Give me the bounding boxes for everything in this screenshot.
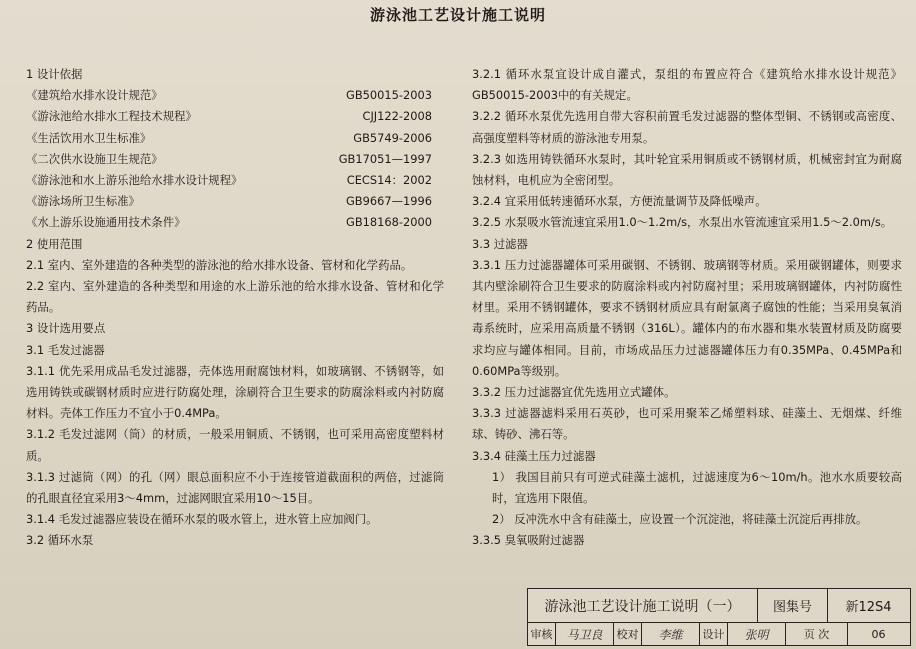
title-block-row (528, 623, 910, 645)
subsection-heading: 3.3.4 硅藻土压力过滤器 (472, 448, 596, 463)
subsection-heading: 3.3 过滤器 (472, 236, 528, 251)
list-item: 1） 我国目前只有可逆式硅藻土滤机，过滤速度为6～10m/h。池水水质要较高时，宜选用下限值。 (492, 469, 902, 506)
reference-name: 《生活饮用水卫生标准》 (26, 130, 152, 145)
paragraph: 3.3.1 压力过滤器罐体可采用碳钢、不锈钢、玻璃钢等材质。采用碳钢罐体，则要求其内壁涂刷符合卫生要求的防腐涂料或内衬防腐衬里；采用玻璃钢罐体，内衬防腐性材里。采用不锈钢罐体，要求不锈钢材质应具有耐氯离子腐蚀的性能；当采用臭氧消毒系统时，应采用高质量不锈钢（316L）。罐体内的布水器和集水装置材质及防腐要求均应与罐体相同。目前，市场成品压力过滤器罐体压力有0.35MPa、0.45MPa和0.60MPa等级别。 (472, 257, 902, 378)
reference-row (26, 128, 432, 149)
reference-row (26, 191, 432, 212)
reference-name: 《游泳池和水上游乐池给水排水设计规程》 (26, 173, 243, 188)
reference-code: CJJ122-2008 (362, 109, 432, 124)
drawing-title: 游泳池工艺设计施工说明（一） (528, 589, 758, 622)
reference-code: GB9667—1996 (345, 194, 432, 209)
paragraph: 3.1.2 毛发过滤网（筒）的材质，一般采用铜质、不锈钢，也可采用高密度塑料材质。 (26, 427, 444, 463)
page-label: 页 次 (786, 623, 848, 645)
check-label: 校对 (614, 623, 642, 645)
reference-code: GB5749-2006 (353, 130, 432, 145)
reference-name: 《游泳池给水排水工程技术规程》 (26, 109, 197, 124)
reference-code: GB18168-2000 (346, 215, 432, 230)
review-signature: 马卫良 (556, 623, 614, 645)
title-block-row (528, 589, 910, 623)
paragraph: 3.1.3 过滤筒（网）的孔（网）眼总面积应不小于连接管道截面积的两倍，过滤筒的孔眼直径宜采用3～4mm，过滤网眼宜采用10～15目。 (26, 469, 444, 506)
atlas-number-label: 图集号 (758, 589, 828, 622)
subsection-heading: 3.1 毛发过滤器 (26, 342, 105, 357)
reference-name: 《建筑给水排水设计规范》 (26, 88, 163, 103)
reference-row (26, 212, 432, 233)
paragraph: 2.2 室内、室外建造的各种类型和用途的水上游乐池的给水排水设备、管材和化学药品。 (26, 279, 444, 315)
reference-code: GB50015-2003 (346, 88, 432, 103)
reference-row (26, 85, 432, 106)
subsection-heading: 3.3.5 臭氧吸附过滤器 (472, 533, 585, 548)
reference-name: 《二次供水设施卫生规范》 (26, 151, 163, 166)
paragraph: 3.2.1 循环水泵宜设计成自灌式，泵组的布置应符合《建筑给水排水设计规范》GB50015-2003中的有关规定。 (472, 67, 902, 103)
subsection-heading: 3.2 循环水泵 (26, 533, 94, 548)
review-label: 审核 (528, 623, 556, 645)
section-heading: 3 设计选用要点 (26, 321, 106, 336)
reference-code: GB17051—1997 (338, 151, 432, 166)
reference-row (26, 106, 432, 127)
paragraph: 3.3.3 过滤器滤料采用石英砂，也可采用聚苯乙烯塑料球、硅藻土、无烟煤、纤维球、铸砂、沸石等。 (472, 406, 902, 442)
paragraph: 3.2.3 如选用铸铁循环水泵时，其叶轮宜采用铜质或不锈钢材质，机械密封宜为耐腐蚀材料，电机应为全密闭型。 (472, 151, 902, 188)
left-column (26, 64, 444, 552)
paragraph: 2.1 室内、室外建造的各种类型的游泳池的给水排水设备、管材和化学药品。 (26, 257, 413, 272)
title-block (527, 588, 911, 646)
paragraph: 3.2.2 循环水泵优先选用自带大容积前置毛发过滤器的整体型铜、不锈钢或高密度、高强度塑料等材质的游泳池专用泵。 (472, 109, 902, 145)
design-label: 设计 (700, 623, 728, 645)
reference-row (26, 149, 432, 170)
reference-code: CECS14：2002 (346, 173, 432, 188)
design-signature: 张明 (728, 623, 786, 645)
paragraph: 3.1.1 优先采用成品毛发过滤器，壳体选用耐腐蚀材料，如玻璃钢、不锈钢等，如选用铸铁或碳钢材质时应进行防腐处理，涂刷符合卫生要求的防腐涂料或内衬防腐材料。壳体工作压力不宜小于0.4MPa。 (26, 363, 444, 421)
paragraph: 3.2.4 宜采用低转速循环水泵，方便流量调节及降低噪声。 (472, 194, 767, 209)
reference-name: 《游泳场所卫生标准》 (26, 194, 140, 209)
page-number: 06 (871, 627, 886, 641)
reference-name: 《水上游乐设施通用技术条件》 (26, 215, 186, 230)
check-signature: 李维 (642, 623, 700, 645)
paragraph: 3.2.5 水泵吸水管流速宜采用1.0～1.2m/s，水泵出水管流速宜采用1.5～2.0m/s。 (472, 215, 893, 230)
page-title: 游泳池工艺设计施工说明 (369, 6, 546, 24)
atlas-number: 新12S4 (845, 600, 892, 615)
paragraph: 3.3.2 压力过滤器宜优先选用立式罐体。 (472, 385, 676, 400)
list-item: 2） 反冲洗水中含有硅藻土，应设置一个沉淀池，将硅藻土沉淀后再排放。 (492, 512, 868, 527)
right-column (472, 64, 902, 552)
section-heading: 1 设计依据 (26, 67, 83, 81)
section-heading: 2 使用范围 (26, 236, 83, 251)
paragraph: 3.1.4 毛发过滤器应装设在循环水泵的吸水管上，进水管上应加阀门。 (26, 512, 378, 527)
reference-row (26, 170, 432, 191)
